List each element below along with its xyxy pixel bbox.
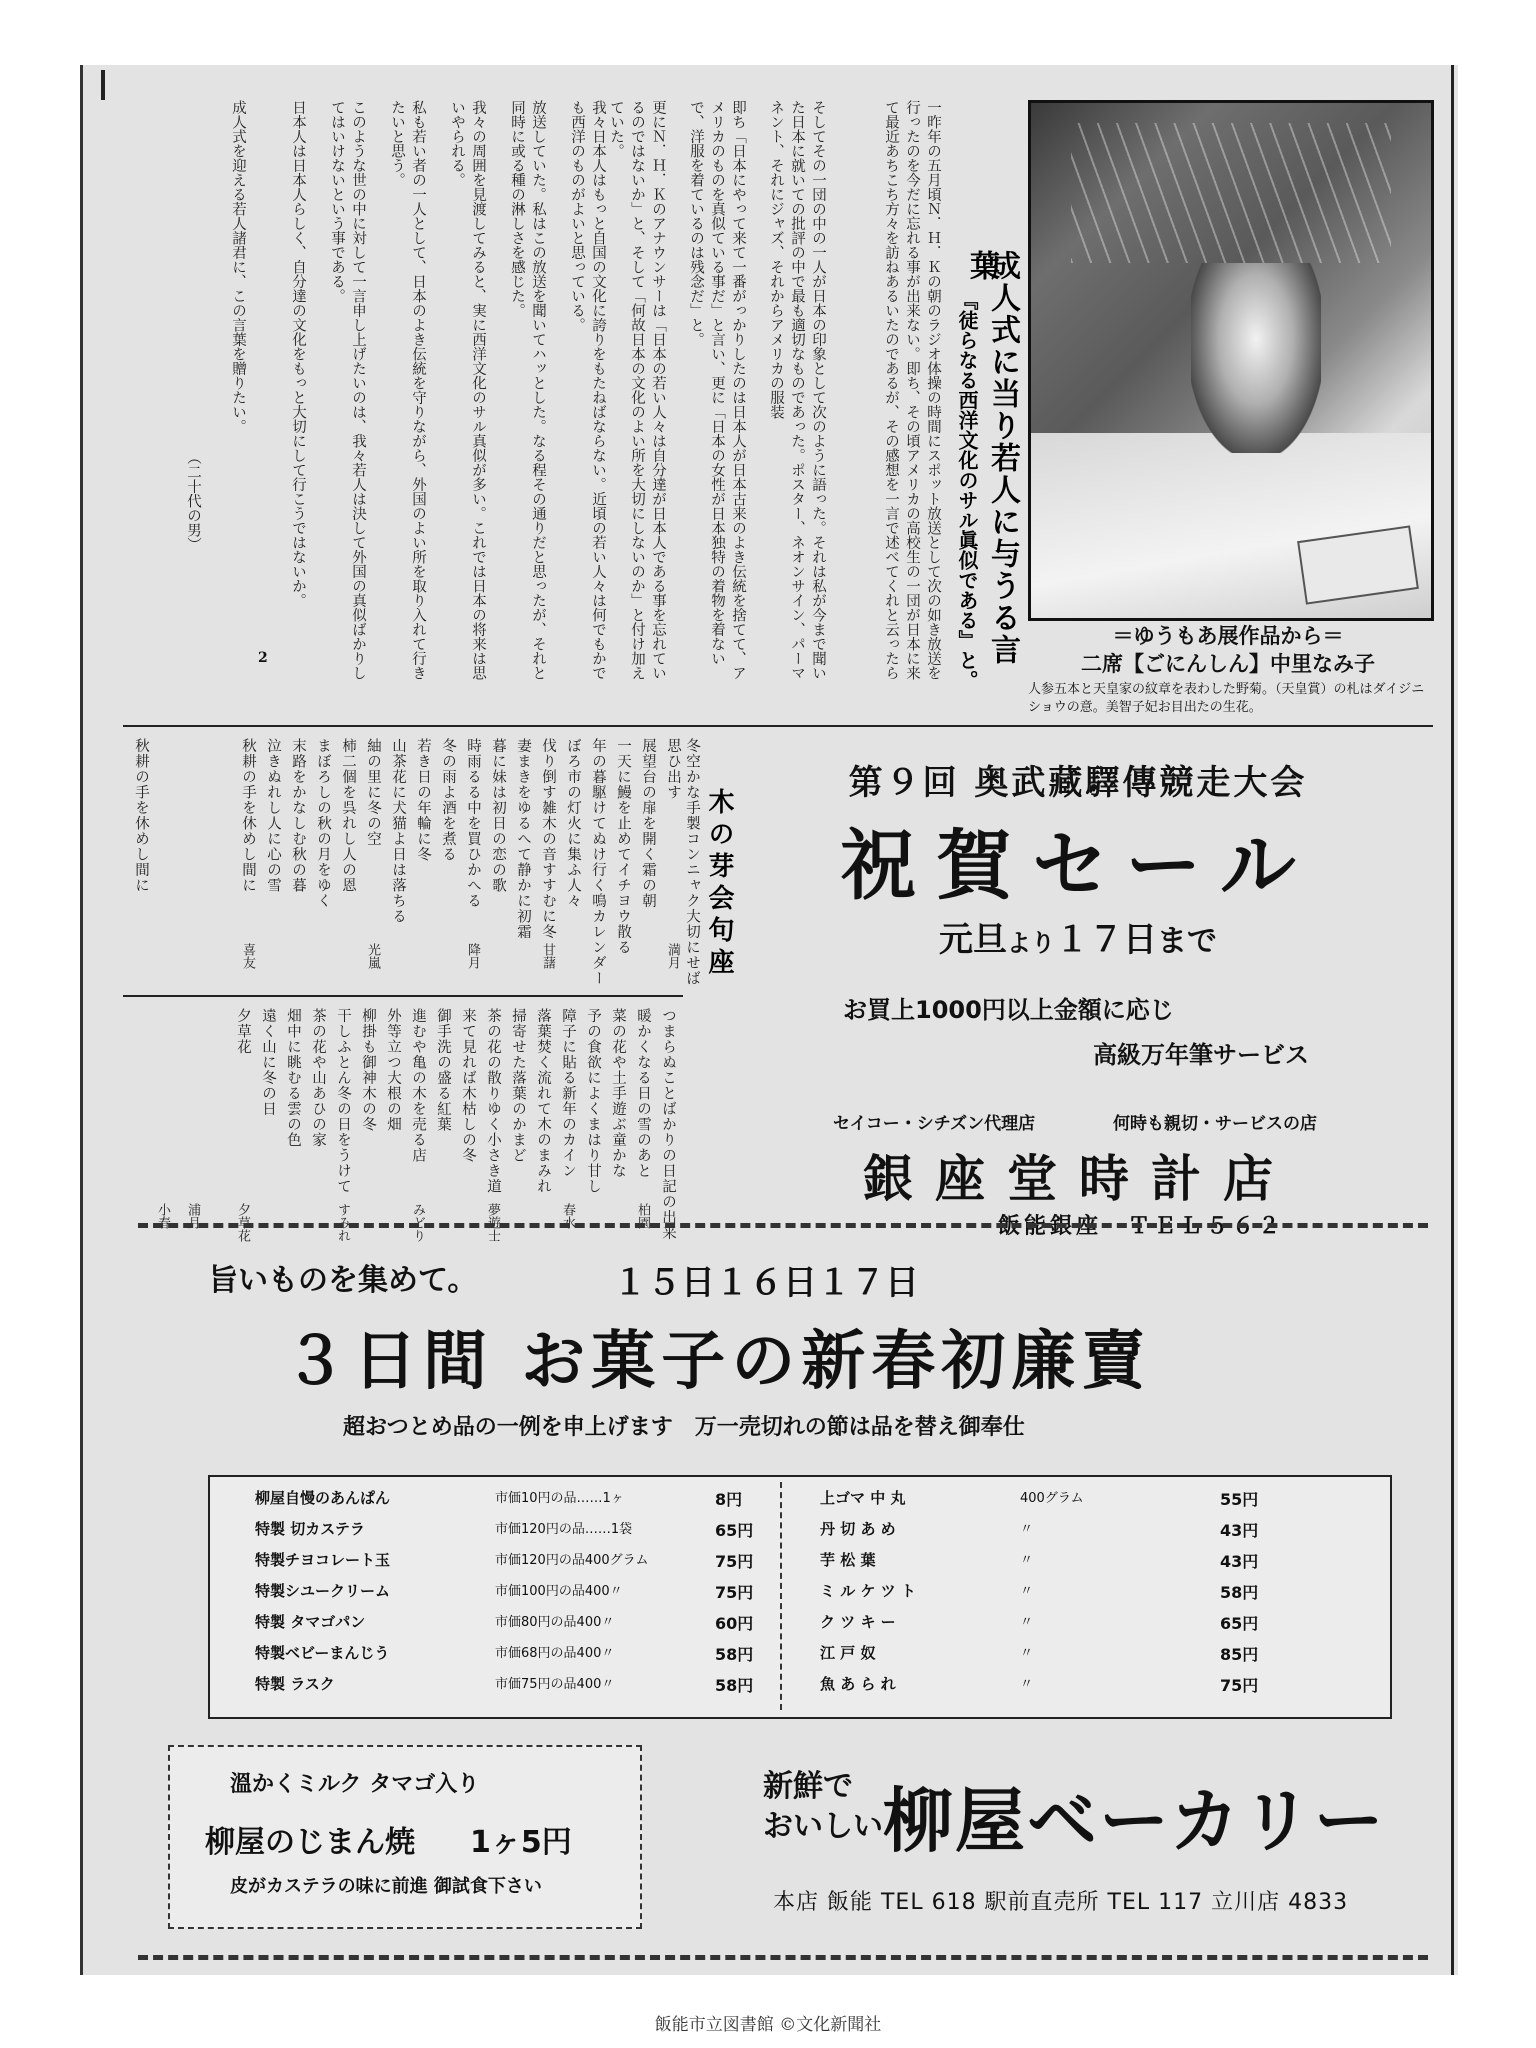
haiku-title: 木の芽会句座: [704, 788, 734, 980]
article-column-8: 私も若い者の一人として、日本のよき伝統を守りながら、外国のよい所を取り入れて行きたいと思う。: [389, 100, 426, 680]
haiku-line: 山茶花に犬猫よ日は落ちる: [390, 738, 406, 924]
product-price: 43円: [1220, 1521, 1259, 1540]
product-name: 上ゴマ 中 丸: [820, 1489, 906, 1507]
poet-name: 柏園: [635, 1203, 650, 1229]
period-prefix: 元旦: [939, 920, 1007, 960]
haiku-line: 進むや亀の木を売る店: [410, 1008, 426, 1163]
library-credit: 飯能市立図書館 ©文化新聞社: [654, 2015, 882, 2035]
product-name: 江 戸 奴: [820, 1644, 876, 1662]
sale-period: [723, 912, 1433, 961]
haiku-line: 夕草花: [235, 1008, 251, 1055]
bakery-intro: 旨いものを集めて。: [208, 1263, 478, 1298]
price-row: [820, 1673, 1380, 1703]
product-note: 〃: [1020, 1615, 1034, 1630]
haiku-line: 年の暮駆けてぬけ行く鳴カレンダー: [590, 738, 606, 986]
product-price: 58円: [715, 1676, 754, 1695]
price-row: [255, 1580, 775, 1610]
product-note: 〃: [1020, 1553, 1034, 1568]
event-name: 第９回 奥武藏驛傳競走大会: [848, 763, 1308, 803]
product-note: 〃: [1020, 1522, 1034, 1537]
poet-name: 浦月: [185, 1203, 200, 1229]
poet-name: 甘藷: [540, 943, 555, 969]
period-mid: より: [1007, 928, 1055, 957]
haiku-line: 泣きぬれし人に心の雪: [265, 738, 281, 893]
sale-dates: １５日１６日１７日: [613, 1263, 919, 1303]
price-row: [255, 1642, 775, 1672]
product-price: 65円: [1220, 1614, 1259, 1633]
bakery-logo: 柳屋ベーカリー: [883, 1780, 1386, 1862]
product-price: 58円: [715, 1645, 754, 1664]
article-headline: 成人式に当り若人に与うる言葉: [964, 250, 1020, 666]
store-address: 飯能銀座 ＴＥＬ５６２: [998, 1214, 1285, 1239]
sale-title: 祝賀セール: [840, 821, 1316, 910]
product-note: 市価100円の品400〃: [495, 1584, 623, 1599]
poet-name: みどり: [410, 1203, 425, 1242]
poet-name: 小春: [155, 1203, 170, 1229]
product-note: 市価10円の品……1ヶ: [495, 1491, 624, 1506]
haiku-line: 妻まきをゆるへて静かに初霜: [515, 738, 531, 940]
haiku-line: 冬の雨よ酒を煮る: [440, 738, 456, 862]
bakery-subtitle: 超おつとめ品の一例を申上げます 万一売切れの節は品を替え御奉仕: [343, 1415, 1025, 1440]
product-name: ミ ル ケ ツ ト: [820, 1582, 916, 1600]
product-name: 特製 ラスク: [255, 1675, 335, 1693]
product-note: 400グラム: [1020, 1491, 1084, 1506]
haiku-line: 予の食欲によくまはり甘し: [585, 1008, 601, 1194]
tagline-1: 新鮮で: [763, 1769, 853, 1804]
haiku-divider: [123, 995, 683, 997]
haiku-line: 展望台の扉を開く霜の朝: [640, 738, 656, 909]
poet-name: 光嵐: [365, 943, 380, 969]
period-suffix: まで: [1157, 924, 1217, 959]
haiku-line: 柳掛も御神木の冬: [360, 1008, 376, 1132]
product-name: 魚 あ ら れ: [820, 1675, 896, 1693]
haiku-line: 秋耕の手を休めし間に: [133, 738, 149, 893]
article-column-1: 一昨年の五月頃Ｎ．Ｈ．Ｋの朝のラジオ体操の時間にスポット放送として次の如き放送を行ったのを今だに忘れる事が出来ない。即ち、その頃アメリカの高校生の一団が日本に来て最近あちこち方々を訪ねあるいたのであるが、その感想を一言で述べてくれと云ったら: [883, 100, 941, 680]
product-price: 75円: [715, 1583, 754, 1602]
product-price: 43円: [1220, 1552, 1259, 1571]
price-list-right: [820, 1487, 1380, 1712]
bakery-address: 本店 飯能 TEL 618 駅前直売所 TEL 117 立川店 4833: [773, 1890, 1349, 1915]
haiku-line: 秋耕の手を休めし間に: [240, 738, 256, 893]
price-row: [255, 1549, 775, 1579]
product-note: 市価80円の品400〃: [495, 1615, 615, 1630]
product-name: 特製 タマゴパン: [255, 1613, 366, 1631]
product-note: 市価68円の品400〃: [495, 1646, 615, 1661]
haiku-line: つまらぬことばかりの日記の出来: [660, 1008, 676, 1241]
product-price: 65円: [715, 1521, 754, 1540]
product-price: 58円: [1220, 1583, 1259, 1602]
tagline-2: おいしい: [763, 1809, 883, 1844]
poet-name: 喜友: [240, 943, 255, 969]
article-column-2: そしてその一団の中の一人が日本の印象として次のように語った。それは私が今まで聞いた日本に就いての批評の中で最も適切なものであった。ポスター、ネオンサイン、パーマネント、それにジャズ、それからアメリカの服装: [768, 100, 826, 680]
product-note: 〃: [1020, 1677, 1034, 1692]
promo-line-3: 皮がカステラの味に前進 御試食下さい: [230, 1876, 542, 1897]
product-note: 市価75円の品400〃: [495, 1677, 615, 1692]
poet-name: すみれ: [335, 1203, 350, 1242]
product-price: 75円: [1220, 1676, 1259, 1695]
haiku-line: 畑中に眺むる雲の色: [285, 1008, 301, 1148]
price-table: [208, 1475, 1392, 1719]
offer-line-2: 高級万年筆サービス: [1093, 1041, 1309, 1069]
column-mark: [101, 70, 105, 100]
price-row: [255, 1611, 775, 1641]
photo-caption-text: 人参五本と天皇家の紋章を表わした野菊。（天皇賞）の札はダイジニショウの意。美智子妃お目出たの生花。: [1028, 682, 1425, 715]
haiku-line: ぼろ市の灯火に集ふ人々: [565, 738, 581, 909]
product-name: 丹 切 あ め: [820, 1520, 896, 1538]
haiku-line: 茶の花や山あひの家: [310, 1008, 326, 1148]
promo-line-1: 溫かくミルク タマゴ入り: [230, 1772, 480, 1797]
haiku-line: まぼろしの秋の月をゆく: [315, 738, 331, 909]
article-column-10: 日本人は日本人らしく、自分達の文化をもっと大切にして行こうではないか。: [290, 100, 306, 608]
haiku-line: 末路をかなしむ秋の暮: [290, 738, 306, 893]
table-divider: [780, 1482, 784, 1710]
haiku-line: 遠く山に冬の日: [260, 1008, 276, 1117]
article-signature: （二十代の男）: [185, 450, 201, 552]
price-row: [820, 1580, 1380, 1610]
watch-store-ad: [723, 737, 1433, 1257]
product-note: 市価120円の品400グラム: [495, 1553, 649, 1568]
poet-name: 春水: [560, 1203, 575, 1229]
bakery-sale-title: ３日間 お菓子の新春初廉賣: [283, 1324, 1152, 1399]
ad-border-bottom: [138, 1955, 1428, 1960]
article-column-7: 我々の周囲を見渡してみると、実に西洋文化のサル真似が多い。これでは日本の将来は思いやられる。: [449, 100, 486, 680]
period-days: １７日: [1055, 920, 1157, 960]
price-row: [255, 1673, 775, 1703]
poet-name: 降月: [465, 943, 480, 969]
product-name: 芋 松 葉: [820, 1551, 876, 1569]
product-price: 55円: [1220, 1490, 1259, 1509]
ikebana-photo: [1028, 100, 1434, 621]
haiku-section: [123, 733, 763, 1273]
service-label: 何時も親切・サービスの店: [1113, 1114, 1317, 1134]
product-price: 8円: [715, 1490, 743, 1509]
article-column-5: 我々日本人はもっと自国の文化に誇りをもたねばならない。近頃の若い人々は何でもかでも西洋のものがよいと思っている。: [569, 100, 606, 680]
promo-box: [168, 1745, 642, 1929]
article-column-9: このような世の中に対して一言申し上げたいのは、我々若人は決して外国の真似ばかりしてはいけないという事である。: [329, 100, 366, 680]
haiku-line: 干しふとん冬の日をうけて: [335, 1008, 351, 1194]
photo-caption-title: ＝ゆうもあ展作品から＝: [1112, 623, 1344, 648]
haiku-line: 来て見れば木枯しの冬: [460, 1008, 476, 1163]
price-row: [255, 1518, 775, 1548]
product-name: 特製ベビーまんじう: [255, 1644, 390, 1662]
price-list-left: [255, 1487, 775, 1712]
product-price: 85円: [1220, 1645, 1259, 1664]
haiku-line: 落葉焚く流れて木のまみれ: [535, 1008, 551, 1194]
haiku-line: 冬空かな手製コンニャク大切にせば思ひ出す: [665, 738, 700, 986]
product-note: 〃: [1020, 1584, 1034, 1599]
haiku-line: 柿二個を呉れし人の恩: [340, 738, 356, 893]
haiku-line: 紬の里に冬の空: [365, 738, 381, 847]
article-column-11: 成人式を迎える若人諸君に、この言葉を贈りたい。: [230, 100, 246, 434]
article-column-3: 即ち「日本にやって来て一番がっかりしたのは日本人が日本古来のよき伝統を捨てて、アメリカのものを真似ている事だ」と言い、更に「日本の女性が日本独特の着物を着ないで、洋服を着ているのは残念だ」と。: [688, 100, 746, 680]
promo-price: 1ヶ5円: [470, 1825, 572, 1860]
photo-arrangement: [1191, 263, 1321, 453]
newspaper-page: [80, 65, 1458, 1975]
haiku-line: 障子に貼る新年のカイン: [560, 1008, 576, 1179]
article: [123, 100, 1023, 690]
price-row: [820, 1642, 1380, 1672]
photo-branches: [1071, 123, 1391, 263]
haiku-line: 菜の花や土手遊ぶ童かな: [610, 1008, 626, 1179]
haiku-line: 御手洗の盛る紅葉: [435, 1008, 451, 1132]
ad-border-top: [138, 1223, 1428, 1228]
haiku-line: 茶の花の散りゆく小さき道: [485, 1008, 501, 1194]
price-row: [820, 1611, 1380, 1641]
haiku-line: 外等立つ大根の畑: [385, 1008, 401, 1132]
haiku-line: 掃寄せた落葉のかまど: [510, 1008, 526, 1163]
scan-edge: [1451, 65, 1454, 1975]
price-row: [255, 1487, 775, 1517]
product-name: 柳屋自慢のあんぱん: [255, 1489, 391, 1507]
product-name: 特製チヨコレート玉: [255, 1551, 391, 1569]
product-name: 特製 切カステラ: [255, 1520, 365, 1538]
article-column-4: 更にＮ．Ｈ．Ｋのアナウンサーは「日本の若い人々は自分達が日本人である事を忘れているのではないか」と、そして「何故日本の文化のよい所を大切にしないのか」と付け加えていた。: [608, 100, 666, 680]
haiku-line: 暮に妹は初日の恋の歌: [490, 738, 506, 893]
page-number: 2: [258, 650, 268, 666]
product-note: 市価120円の品……1袋: [495, 1522, 633, 1537]
price-row: [820, 1487, 1380, 1517]
article-subhead: 『徒らなる西洋文化のサル眞似である』と。: [955, 290, 979, 690]
product-name: ク ツ キ ー: [820, 1613, 896, 1631]
store-name: 銀座堂時計店: [863, 1149, 1295, 1208]
haiku-line: 伐り倒す雑木の音すすむに冬: [540, 738, 556, 940]
poet-name: 夢遊士: [485, 1203, 500, 1242]
price-row: [820, 1549, 1380, 1579]
product-name: 特製シユークリーム: [255, 1582, 391, 1600]
haiku-line: 時雨るる中を買ひかへる: [465, 738, 481, 909]
product-price: 60円: [715, 1614, 754, 1633]
poet-name: 満月: [665, 943, 680, 969]
agent-label: セイコー・シチズン代理店: [833, 1114, 1036, 1134]
photo-caption-author: 二席【ごにんしん】中里なみ子: [1081, 651, 1375, 676]
product-price: 75円: [715, 1552, 754, 1571]
haiku-line: 暖かくなる日の雪のあと: [635, 1008, 651, 1179]
promo-product: 柳屋のじまん焼: [205, 1825, 415, 1860]
poet-name: 夕草花: [235, 1203, 250, 1242]
section-divider: [123, 725, 1433, 727]
product-note: 〃: [1020, 1646, 1034, 1661]
offer-line-1: お買上1000円以上金額に応じ: [843, 996, 1174, 1024]
haiku-line: 若き日の年輪に冬: [415, 738, 431, 862]
price-row: [820, 1518, 1380, 1548]
article-column-6: 放送していた。私はこの放送を聞いてハッとした。なる程その通りだと思ったが、それと同時に或る種の淋しさを感じた。: [509, 100, 546, 680]
haiku-line: 一天に鰻を止めてイチヨウ散る: [615, 738, 631, 955]
